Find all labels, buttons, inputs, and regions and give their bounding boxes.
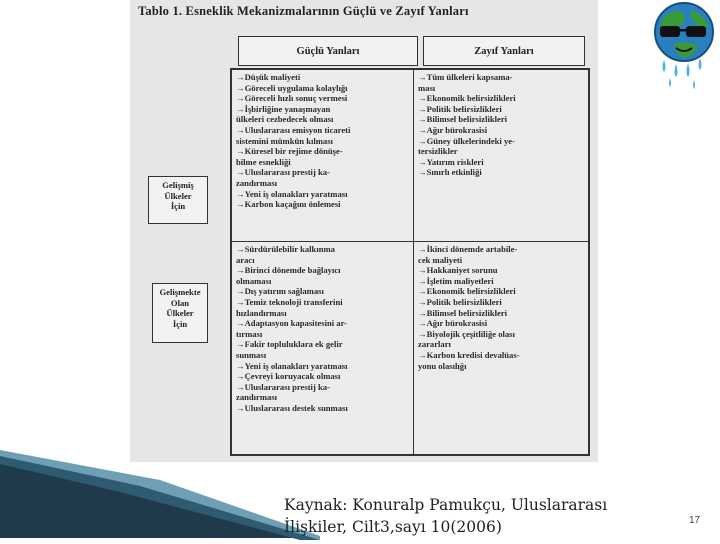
table-cell-line: →İşbirliğine yanaşmayan	[236, 103, 331, 114]
table-cell-line: →Uluslararası emisyon ticareti	[236, 124, 351, 135]
table-cell-line: →Yatırım riskleri	[418, 156, 484, 167]
table-cell-line: →Uluslararası prestij ka-	[236, 167, 330, 178]
table-cell-line: →Hakkaniyet sorunu	[418, 265, 498, 276]
strengths-weaknesses-grid	[230, 68, 590, 456]
page-number: 17	[689, 515, 701, 526]
column-header-strengths: Güçlü Yanları	[238, 36, 418, 66]
table-cell-line: →Küresel bir rejime dönüşe-	[236, 146, 343, 157]
row-label-line: Ülkeler	[164, 190, 192, 201]
source-line: Kaynak: Konuralp Pamukçu, Uluslararası	[284, 496, 608, 514]
source-citation	[284, 494, 607, 538]
table-cell-line: yonu olasılığı	[418, 360, 467, 371]
table-cell-line: ması	[418, 82, 436, 93]
table-cell-line: →Temiz teknoloji transferini	[236, 296, 343, 307]
table-cell-line: →Yeni iş olanakları yaratması	[236, 360, 348, 371]
source-line: İlişkiler, Cilt3,sayı 10(2006)	[284, 518, 502, 536]
decorative-swoosh	[0, 450, 320, 540]
cell-developing-strengths	[232, 242, 414, 454]
table-cell-line: →Ağır bürokrasisi	[418, 318, 488, 329]
table-cell-line: →Sürdürülebilir kalkınma	[236, 244, 335, 254]
table-cell-line: →Sınırlı etkinliği	[418, 167, 482, 178]
table-cell-line: →Uluslararası destek sunması	[236, 402, 348, 413]
table-cell-line: zararları	[418, 339, 451, 350]
table-cell-line: →Tüm ülkeleri kapsama-	[418, 72, 513, 82]
table-cell-line: →Bilimsel belirsizlikleri	[418, 114, 508, 125]
column-header-weaknesses: Zayıf Yanları	[423, 36, 585, 66]
table-cell-line: →Göreceli hızlı sonuç vermesi	[236, 93, 348, 104]
table-cell-line: tırması	[236, 328, 263, 339]
row-label-line: Gelişmiş	[162, 180, 194, 190]
table-cell-line: →Politik belirsizlikleri	[418, 103, 502, 114]
table-cell-line: zandırması	[236, 392, 278, 403]
cell-developed-strengths	[232, 70, 414, 242]
scanned-table-image	[130, 0, 598, 462]
table-cell-line: →İkinci dönemde artabile-	[418, 244, 518, 254]
table-cell-line: olmaması	[236, 275, 272, 286]
earth-with-sunglasses-icon	[640, 0, 720, 100]
table-cell-line: →Adaptasyon kapasitesini ar-	[236, 318, 347, 329]
cell-developed-weaknesses	[414, 70, 588, 242]
table-title: Tablo 1. Esneklik Mekanizmalarının Güçlü ve Zayıf Yanları	[138, 4, 469, 18]
table-cell-line: →Dış yatırım sağlaması	[236, 286, 324, 297]
table-cell-line: →Politik belirsizlikleri	[418, 296, 502, 307]
table-cell-line: cek maliyeti	[418, 254, 463, 265]
table-cell-line: →Bilimsel belirsizlikleri	[418, 307, 508, 318]
table-cell-line: sunması	[236, 349, 267, 360]
table-cell-line: →Fakir topluluklara ek gelir	[236, 339, 343, 350]
table-cell-line: →Çevreyi koruyacak olması	[236, 371, 341, 382]
row-label-line: Ülkeler	[166, 308, 194, 318]
table-cell-line: →Düşük maliyeti	[236, 72, 301, 82]
table-cell-line: →Uluslararası prestij ka-	[236, 381, 330, 392]
table-cell-line: aracı	[236, 254, 255, 265]
table-cell-line: sistemini mümkün kılması	[236, 135, 333, 146]
row-label-line: İçin	[172, 318, 188, 329]
table-cell-line: →Ağır bürokrasisi	[418, 124, 488, 135]
row-label-developed	[148, 176, 208, 224]
table-cell-line: bilme esnekliği	[236, 156, 291, 167]
table-cell-line: ülkeleri cezbedecek olması	[236, 114, 334, 125]
table-cell-line: →Yeni iş olanakları yaratması	[236, 188, 348, 199]
table-cell-line: zandırması	[236, 177, 278, 188]
row-label-line: İçin	[170, 201, 186, 211]
table-cell-line: →İşletim maliyetleri	[418, 275, 494, 286]
row-label-developing	[152, 283, 208, 343]
table-cell-line: →Göreceli uygulama kolaylığı	[236, 82, 348, 93]
table-cell-line: →Güney ülkelerindeki ye-	[418, 135, 515, 146]
cell-developing-weaknesses	[414, 242, 588, 454]
table-cell-line: →Karbon kredisi devalüas-	[418, 349, 520, 360]
row-label-line: Olan	[170, 297, 190, 308]
table-cell-line: →Birinci dönemde bağlayıcı	[236, 265, 341, 276]
table-cell-line: →Biyolojik çeşitliliğe olası	[418, 328, 515, 339]
table-cell-line: →Ekonomik belirsizlikleri	[418, 93, 516, 104]
table-cell-line: tersizlikler	[418, 146, 458, 157]
table-cell-line: →Ekonomik belirsizlikleri	[418, 286, 516, 297]
table-cell-line: →Karbon kaçağını önlemesi	[236, 199, 341, 210]
row-label-line: Gelişmekte	[159, 287, 201, 297]
table-cell-line: hızlandırması	[236, 307, 287, 318]
